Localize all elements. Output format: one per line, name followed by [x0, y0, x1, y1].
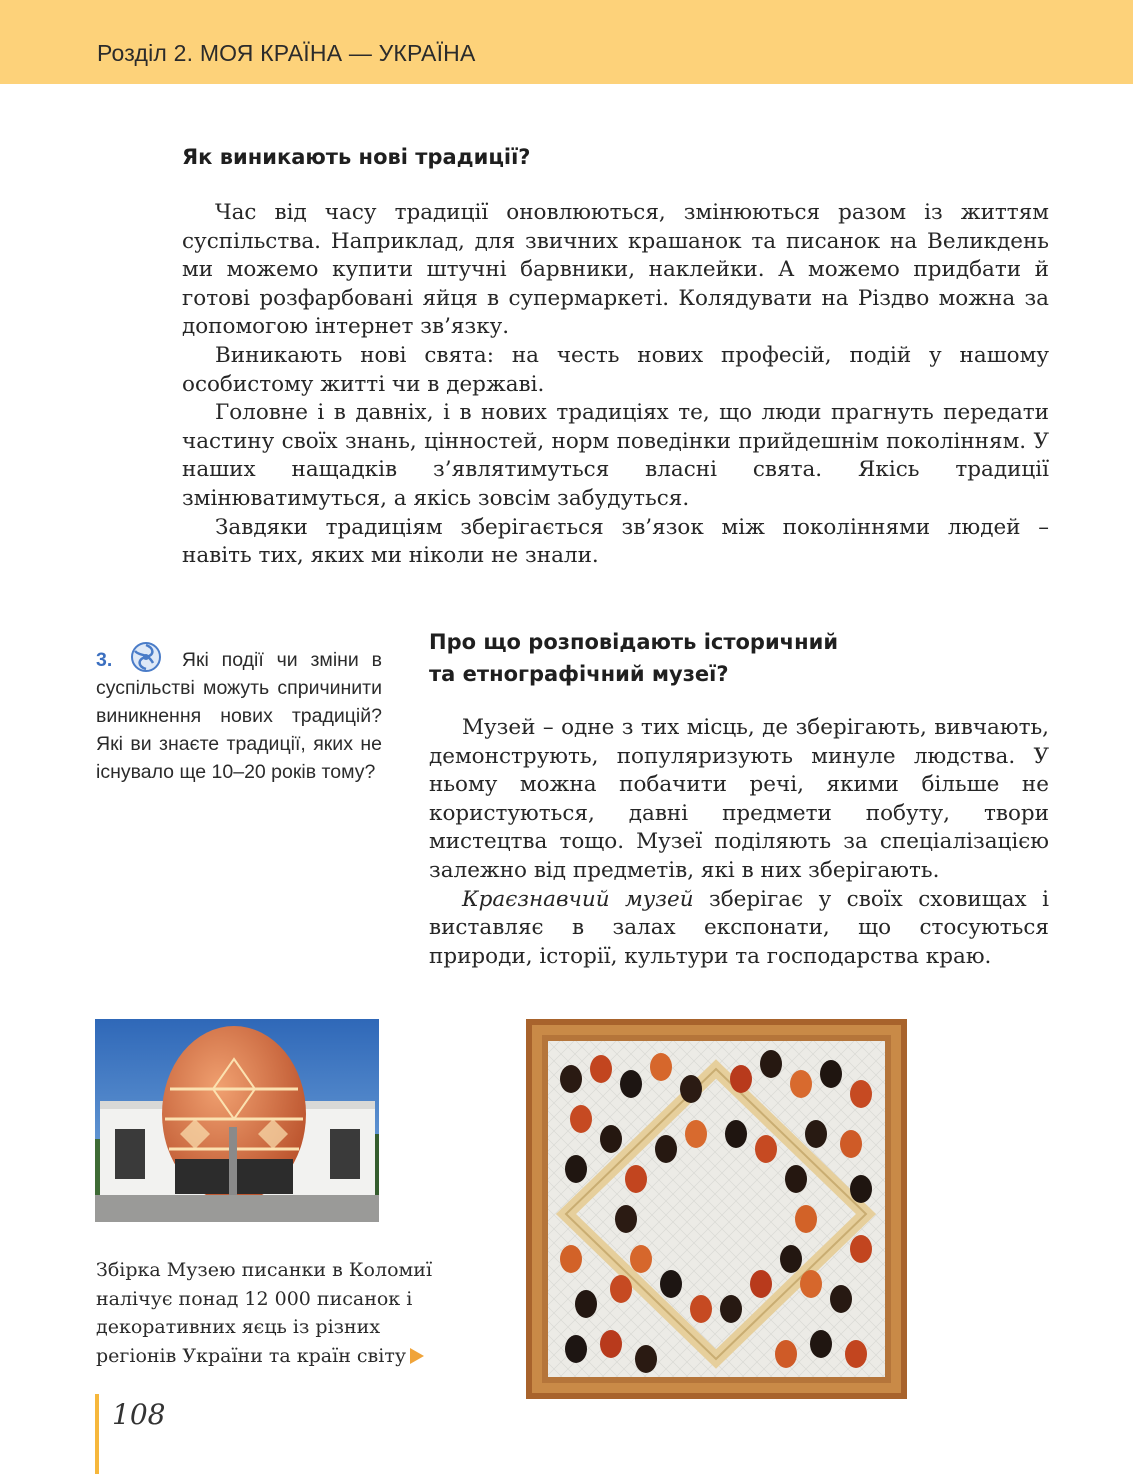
heading-line: та етнографічний музеї? [429, 662, 729, 686]
paragraph-rest: зберігає у своїх сховищах і виставляє в залах експонати, що стосуються природи, історії, культури та господарства краю. [429, 886, 1049, 969]
paragraph: Час від часу традиції оновлюються, змінюються разом із життям суспільства. Наприклад, для звичних крашанок та писанок на Великдень ми можемо купити штучні барвники, наклейки. А можемо придбати й готові розфарбовані яйця в супермаркеті. Колядувати на Різдво можна за допомогою інтернет зв’язку. [182, 200, 1049, 340]
pysanka-collection-photo [526, 1019, 907, 1399]
section-text-new-traditions [182, 199, 1049, 571]
page-number: 108 [112, 1398, 166, 1431]
chapter-title: Розділ 2. МОЯ КРАЇНА — УКРАЇНА [97, 40, 476, 66]
pysanka-museum-photo [95, 1019, 379, 1222]
section-heading-museums [429, 626, 838, 690]
arrow-right-icon [410, 1348, 424, 1364]
section-heading-new-traditions: Як виникають нові традиції? [182, 145, 531, 169]
caption-text: Збірка Музею писанки в Коломиї налічує понад 12 000 писанок і декоративних яєць із різних регіонів України та країн світу [96, 1259, 433, 1367]
page-accent-bar [95, 1394, 99, 1474]
task-block [96, 640, 382, 786]
term-italic: Краєзнавчий музей [462, 886, 694, 912]
discussion-icon [127, 640, 165, 674]
task-text: Які події чи зміни в суспільстві можуть спричинити виникнення нових традицій? Які ви знаєте традиції, яких не існувало ще 10–20 років тому? [96, 649, 382, 783]
section-text-museums [429, 714, 1049, 971]
heading-line: Про що розповідають історичний [429, 630, 839, 654]
paragraph: Головне і в давніх, і в нових традиціях те, що люди прагнуть передати частину своїх знань, цінностей, норм поведінки прийдешнім поколінням. У наших нащадків з’являтимуться власні свята. Якісь традиції змінюватимуться, а якісь зовсім забудуться. [182, 400, 1049, 511]
paragraph: Виникають нові свята: на честь нових професій, подій у нашому особистому житті чи в державі. [182, 342, 1049, 397]
photo-caption [96, 1256, 466, 1370]
paragraph: Завдяки традиціям зберігається зв’язок між поколіннями людей – навіть тих, яких ми ніколи не знали. [182, 514, 1049, 569]
task-number: 3. [96, 649, 113, 671]
paragraph: Музей – одне з тих місць, де зберігають, вивчають, демонструють, популяризують минуле людства. У ньому можна побачити речі, якими більше не користуються, давні предмети побуту, твори мистецтва тощо. Музеї поділяють за спеціалізацією залежно від предметів, які в них зберігають. [429, 715, 1049, 883]
paragraph [429, 886, 1049, 972]
